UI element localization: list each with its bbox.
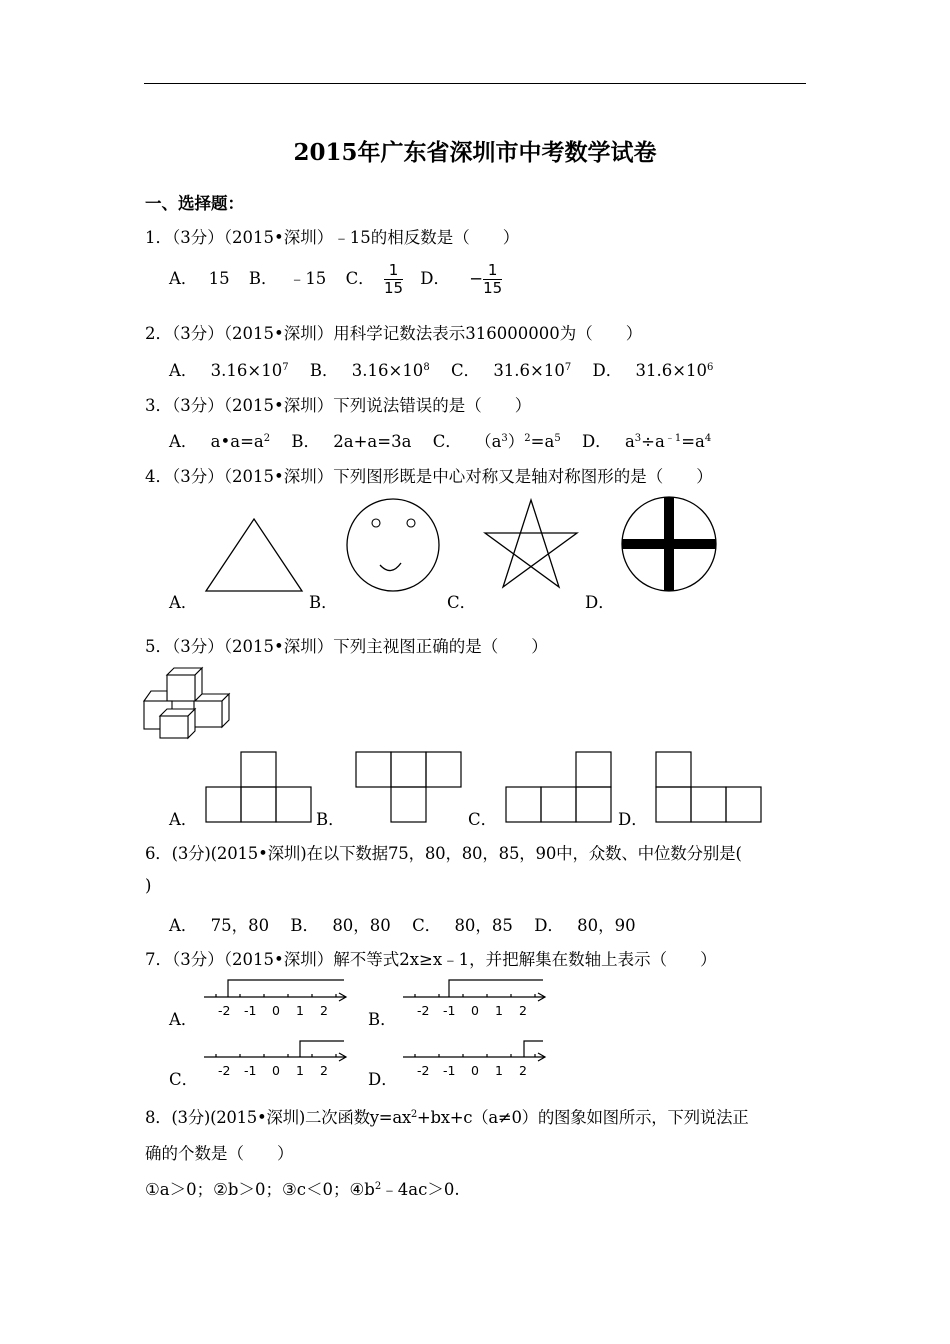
question-4-option-b: B． [309, 593, 338, 612]
option-label: B． [309, 361, 339, 380]
smiley-face-figure [345, 497, 441, 593]
option-value: $(a^3)^2=a^5$ [475, 432, 561, 451]
number-line-option-a [204, 978, 352, 1022]
option-value: ﹣15 [288, 269, 327, 288]
question-3-stem: 3．（3分）（2015•深圳）下列说法错误的是（ ） [145, 396, 532, 415]
question-7-stem: 7．（3分）（2015•深圳）解不等式2x≥x﹣1，并把解集在数轴上表示（ ） [145, 950, 717, 969]
option-label: B． [290, 916, 320, 935]
tick-label: 0 [471, 1003, 479, 1018]
question-4-option-a: A． [169, 593, 198, 612]
question-8-stem-continued: 确的个数是（ ） [145, 1144, 294, 1163]
tick-label: 2 [320, 1063, 328, 1078]
header-rule [144, 83, 806, 84]
tick-label: 1 [495, 1003, 503, 1018]
option-label: C． [412, 916, 442, 935]
number-line-option-d [403, 1038, 551, 1082]
option-label: D． [581, 432, 612, 451]
minus-sign: − [469, 269, 484, 288]
question-4-option-c: C． [447, 593, 477, 612]
tick-label: 2 [320, 1003, 328, 1018]
denominator: 15 [483, 279, 503, 297]
option-value: 2a+a=3a [333, 432, 412, 451]
question-7-option-c: C． [169, 1070, 199, 1089]
option-value: $31.6\times 10^6$ [635, 361, 714, 380]
question-5-option-c: C． [468, 810, 498, 829]
tick-label: -2 [417, 1003, 430, 1018]
option-label: D． [420, 269, 451, 288]
question-5-stem: 5．（3分）（2015•深圳）下列主视图正确的是（ ） [145, 637, 548, 656]
option-value: 15 [208, 269, 230, 288]
front-view-option-a [205, 751, 313, 823]
tick-label: -2 [218, 1003, 231, 1018]
question-2-options [169, 357, 713, 381]
five-pointed-star-figure [483, 498, 579, 590]
option-value: $3.16\times 10^7$ [210, 361, 289, 380]
option-label: D． [592, 361, 623, 380]
question-6-stem: 6．(3分)(2015•深圳)在以下数据75，80，80，85，90中，众数、中位数分别是( [145, 844, 742, 863]
question-6-stem-continued: ) [145, 876, 152, 895]
question-4-stem: 4．（3分）（2015•深圳）下列图形既是中心对称又是轴对称图形的是（ ） [145, 467, 713, 486]
option-value: $31.6\times 10^7$ [493, 361, 572, 380]
question-8-stem: 8．(3分)(2015•深圳)二次函数$y=ax^2+bx+c(a\ne 0)$的图象如图所示，下列说法正 [145, 1108, 749, 1127]
option-value: 75，80 [210, 916, 270, 935]
question-3-options [169, 428, 711, 452]
denominator: 15 [383, 279, 404, 297]
tick-label: 2 [519, 1003, 527, 1018]
tick-label: 1 [495, 1063, 503, 1078]
tick-label: -1 [443, 1003, 456, 1018]
cube-stack-figure [143, 668, 233, 740]
tick-label: -2 [218, 1063, 231, 1078]
question-1-options [169, 262, 502, 297]
option-label: A． [169, 916, 198, 935]
section-heading: 一、选择题： [145, 194, 244, 213]
question-5-option-d: D． [618, 810, 648, 829]
tick-label: 2 [519, 1063, 527, 1078]
question-2-stem: 2．（3分）（2015•深圳）用科学记数法表示316000000为（ ） [145, 324, 643, 343]
tick-label: 0 [272, 1003, 280, 1018]
triangle-figure [204, 517, 304, 593]
number-line-option-b [403, 978, 551, 1022]
circle-with-cross-figure [620, 495, 718, 593]
option-label: C． [432, 432, 462, 451]
tick-label: 0 [471, 1063, 479, 1078]
question-5-option-b: B． [316, 810, 345, 829]
option-label: C． [450, 361, 481, 380]
tick-label: 1 [296, 1063, 304, 1078]
number-line-option-c [204, 1038, 352, 1082]
option-value: 80，80 [332, 916, 391, 935]
option-label: C． [345, 269, 375, 288]
tick-label: -1 [443, 1063, 456, 1078]
option-value: $a•a=a^2$ [210, 432, 271, 451]
question-7-option-b: B． [368, 1010, 397, 1029]
option-label: B． [248, 269, 278, 288]
option-label: B． [291, 432, 321, 451]
option-value: 80，90 [577, 916, 636, 935]
option-label: A． [169, 269, 198, 288]
front-view-option-d [655, 751, 763, 823]
question-8-statements: ①a＞0；②b＞0；③c＜0；$④b^2﹣4ac>0$. [145, 1180, 460, 1199]
tick-label: -1 [244, 1003, 257, 1018]
tick-label: 0 [272, 1063, 280, 1078]
question-7-option-a: A． [169, 1010, 198, 1029]
front-view-option-b [355, 751, 463, 823]
question-4-option-d: D． [585, 593, 615, 612]
option-value: $3.16\times 10^8$ [351, 361, 430, 380]
fraction [483, 262, 502, 297]
option-label: D． [534, 916, 564, 935]
question-5-option-a: A． [169, 810, 198, 829]
option-label: A． [169, 361, 198, 380]
tick-label: 1 [296, 1003, 304, 1018]
fraction [384, 262, 403, 297]
tick-label: -1 [244, 1063, 257, 1078]
option-label: A． [169, 432, 198, 451]
numerator: 1 [384, 262, 403, 280]
question-6-options [169, 912, 636, 936]
page-title: 2015年广东省深圳市中考数学试卷 [293, 139, 657, 166]
option-value: 80，85 [454, 916, 513, 935]
question-7-option-d: D． [368, 1070, 398, 1089]
front-view-option-c [505, 751, 613, 823]
question-1-stem: 1．（3分）（2015•深圳）﹣15的相反数是（ ） [145, 228, 520, 247]
tick-label: -2 [417, 1063, 430, 1078]
numerator: 1 [483, 262, 502, 280]
option-value: $a^3\div a^{﹣1}=a^4$ [624, 432, 712, 451]
